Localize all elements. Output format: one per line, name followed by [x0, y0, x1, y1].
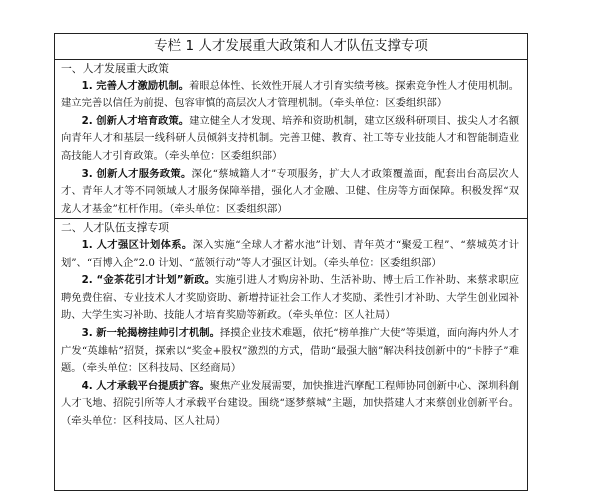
- item-body: 聚焦产业发展需要，加快推进汽摩配工程师协同创新中心、深圳科創人才飞地、招院引所等人才承载平台建设。围绕“逐梦蔡城”主题，加快搭建人才来蔡创业创新平台。（牵头单位：区科技局、区人社局）: [61, 379, 519, 427]
- support-item: [61, 378, 519, 431]
- item-lead: 1. 人才强区计划体系。: [81, 238, 193, 251]
- item-lead: 3. 创新人才服务政策。: [81, 167, 192, 180]
- policy-item: [61, 78, 519, 113]
- column-content: [55, 60, 527, 430]
- item-body: 深化“蔡城籍人才”专项服务，扩大人才政策覆盖面，配套出台高层次人才、青年人才等不同领域人才服务保障举措，强化人才金融、卫健、住房等方面保障。积极发挥“双龙人才基金”杠杆作用。（牵头单位：区委组织部）: [61, 167, 519, 215]
- item-lead: 2. “金茶花引才计划”新政。: [81, 274, 216, 287]
- support-item: [61, 325, 519, 378]
- section-heading-1: 一、人才发展重大政策: [61, 62, 169, 75]
- policy-column-box: [54, 33, 528, 491]
- section-heading-2: 二、人才队伍支撑专项: [61, 221, 169, 235]
- section-divider: [55, 218, 527, 237]
- item-body: 择摸企业技术难题，依托“榜单推广大使”等渠道，面向海内外人才广发“英雄帖”招贤，探索以“奖金+股权”激烈的方式，借助“最强大脑”解决科技创新中的“卡脖子”难题。（牵头单位：区科技局、区经商局）: [61, 326, 519, 375]
- policy-item: [61, 113, 519, 166]
- item-body: 实施引进人才购房补助、生活补助、博士后工作补助、来蔡求职应聘免费住宿、专业技术人才奖励资助、新增持证社会工作人才奖励、柔性引才补助、大学生创业园补助、大学生实习补助、技能人才培育奖励等新政。（牵头单位：区人社局）: [61, 274, 520, 322]
- item-body: 建立健全人才发现、培养和资助机制，建立区级科研项目、拔尖人才名额向青年人才和基层一线科研人员倾斜支持机制。完善卫健、教育、社工等专业技能人才和智能制造业高技能人才引育政策。（牵头单位：区委组织部）: [61, 114, 520, 162]
- support-item: [61, 237, 519, 272]
- item-body: 着眼总体性、长效性开展人才引育实绩考核。探索竞争性人才使用机制。建立完善以信任为前提、包容审慎的高层次人才管理机制。（牵头单位：区委组织部）: [61, 79, 520, 110]
- support-item: [61, 272, 519, 325]
- item-lead: 4. 人才承载平台提质扩容。: [81, 379, 210, 392]
- item-lead: 1. 完善人才激励机制。: [81, 79, 190, 92]
- policy-item: [61, 166, 519, 219]
- item-lead: 2. 创新人才培育政策。: [81, 114, 190, 127]
- column-title: 专栏 1 人才发展重大政策和人才队伍支撑专项: [55, 34, 527, 60]
- item-lead: 3. 新一轮揭榜挂帅引才机制。: [81, 326, 220, 339]
- item-body: 深入实施“全球人才蓄水池”计划、青年英才“聚爱工程”、“蔡城英才计划”、“百博入企”2.0 计划、“蓝领行动”等人才强区计划。（牵头单位：区委组织部）: [61, 238, 519, 269]
